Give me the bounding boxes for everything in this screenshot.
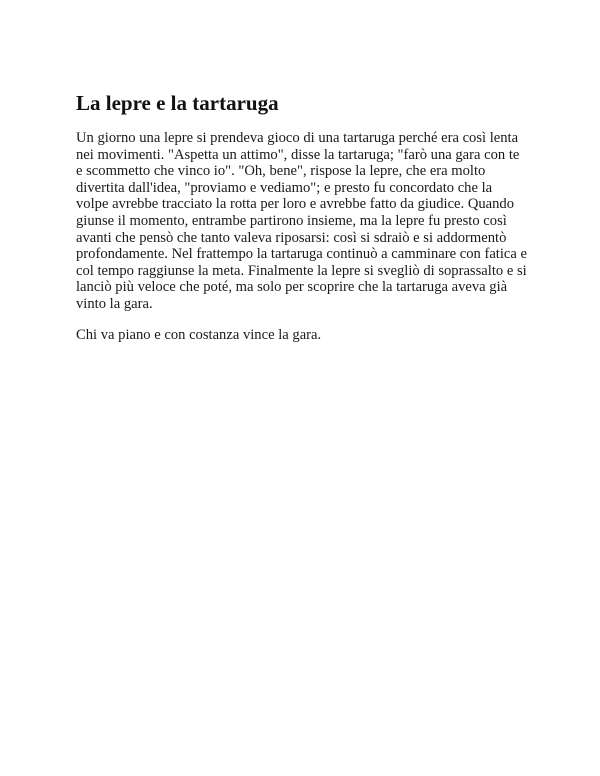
document-body [76, 92, 528, 357]
story-paragraph: Un giorno una lepre si prendeva gioco di una tartaruga perché era così lenta nei movimenti. "Aspetta un attimo", disse la tartaruga; "farò una gara con te e scommetto che vinco io". "Oh, bene", rispose la lepre, che era molto divertita dall'idea, "proviamo e vediamo"; e presto fu concordato che la volpe avrebbe tracciato la rotta per loro e avrebbe fatto da giudice. Quando giunse il momento, entrambe partirono insieme, ma la lepre fu presto così avanti che pensò che tanto valeva riposarsi: così si sdraiò e si addormentò profondamente. Nel frattempo la tartaruga continuò a camminare con fatica e col tempo raggiunse la meta. Finalmente la lepre si svegliò di soprassalto e si lanciò più veloce che poté, ma solo per scoprire che la tartaruga aveva già vinto la gara. [76, 130, 527, 312]
moral-paragraph: Chi va piano e con costanza vince la gara. [76, 326, 322, 343]
document-title: La lepre e la tartaruga [76, 91, 279, 115]
